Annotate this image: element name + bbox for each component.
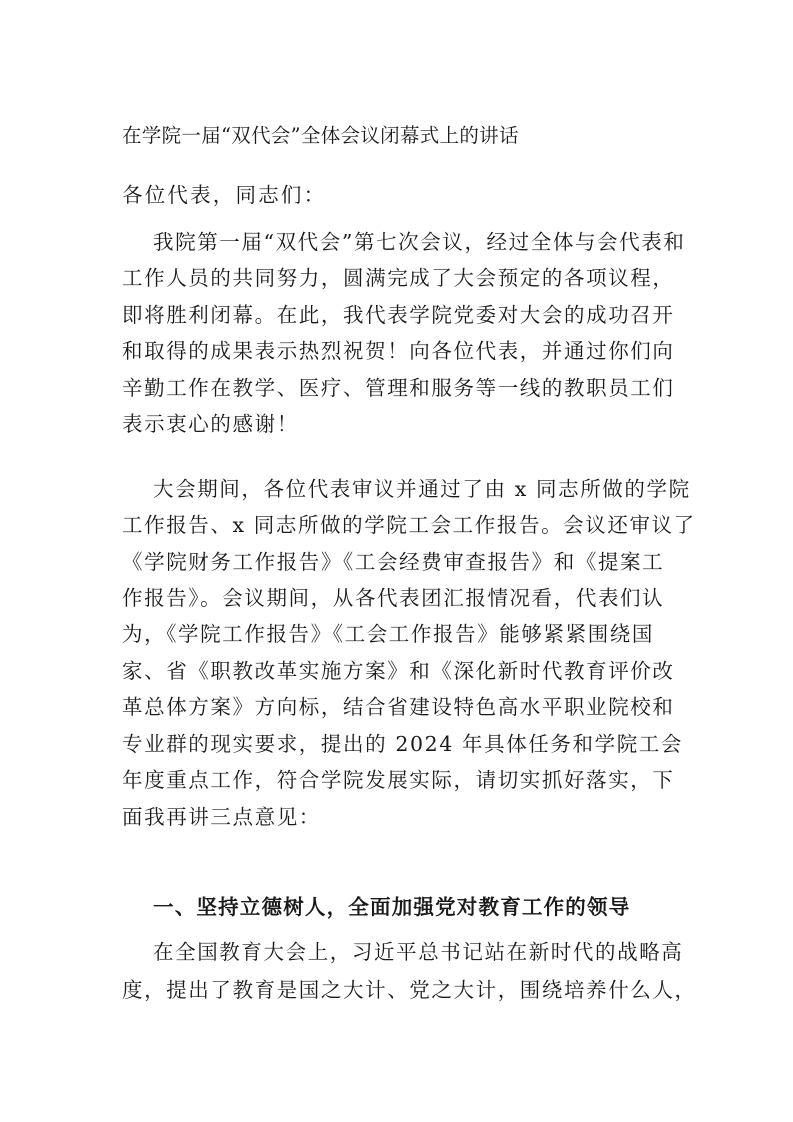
greeting: 各位代表，同志们： [122, 183, 327, 207]
paragraph-line: 表示衷心的感谢！ [122, 412, 299, 436]
paragraph-line: 年度重点工作，符合学院发展实际，请切实抓好落实，下 [122, 768, 675, 792]
paragraph-line: 家、省《职教改革实施方案》和《深化新时代教育评价改 [122, 659, 675, 683]
paragraph-line: 工作人员的共同努力，圆满完成了大会预定的各项议程， [122, 266, 675, 290]
paragraph-line: 为，《学院工作报告》《工会工作报告》能够紧紧围绕国 [122, 622, 654, 646]
paragraph-line: 大会期间，各位代表审议并通过了由 x 同志所做的学院 [153, 477, 691, 501]
paragraph-line: 我院第一届“双代会”第七次会议，经过全体与会代表和 [153, 230, 686, 254]
paragraph-line: 《学院财务工作报告》《工会经费审查报告》和《提案工 [122, 550, 665, 574]
paragraph-line: 工作报告、x 同志所做的学院工会工作报告。会议还审议了 [122, 513, 696, 537]
document-title: 在学院一届“双代会”全体会议闭幕式上的讲话 [122, 124, 519, 147]
paragraph-line: 专业群的现实要求，提出的 2024 年具体任务和学院工会 [122, 732, 684, 756]
paragraph-line: 即将胜利闭幕。在此，我代表学院党委对大会的成功召开 [122, 303, 675, 327]
paragraph-line: 在全国教育大会上，习近平总书记站在新时代的战略高 [153, 940, 684, 964]
paragraph-line: 和取得的成果表示热烈祝贺！向各位代表，并通过你们向 [122, 339, 675, 363]
paragraph-line: 革总体方案》方向标，结合省建设特色高水平职业院校和 [122, 695, 675, 719]
paragraph-line: 面我再讲三点意见： [122, 805, 321, 829]
paragraph-line: 作报告》。会议期间，从各代表团汇报情况看，代表们认 [122, 586, 665, 610]
paragraph-line: 度，提出了教育是国之大计、党之大计，围绕培养什么人， [122, 978, 697, 1002]
section-heading: 一、坚持立德树人，全面加强党对教育工作的领导 [153, 895, 631, 919]
paragraph-line: 辛勤工作在教学、医疗、管理和服务等一线的教职员工们 [122, 376, 675, 400]
